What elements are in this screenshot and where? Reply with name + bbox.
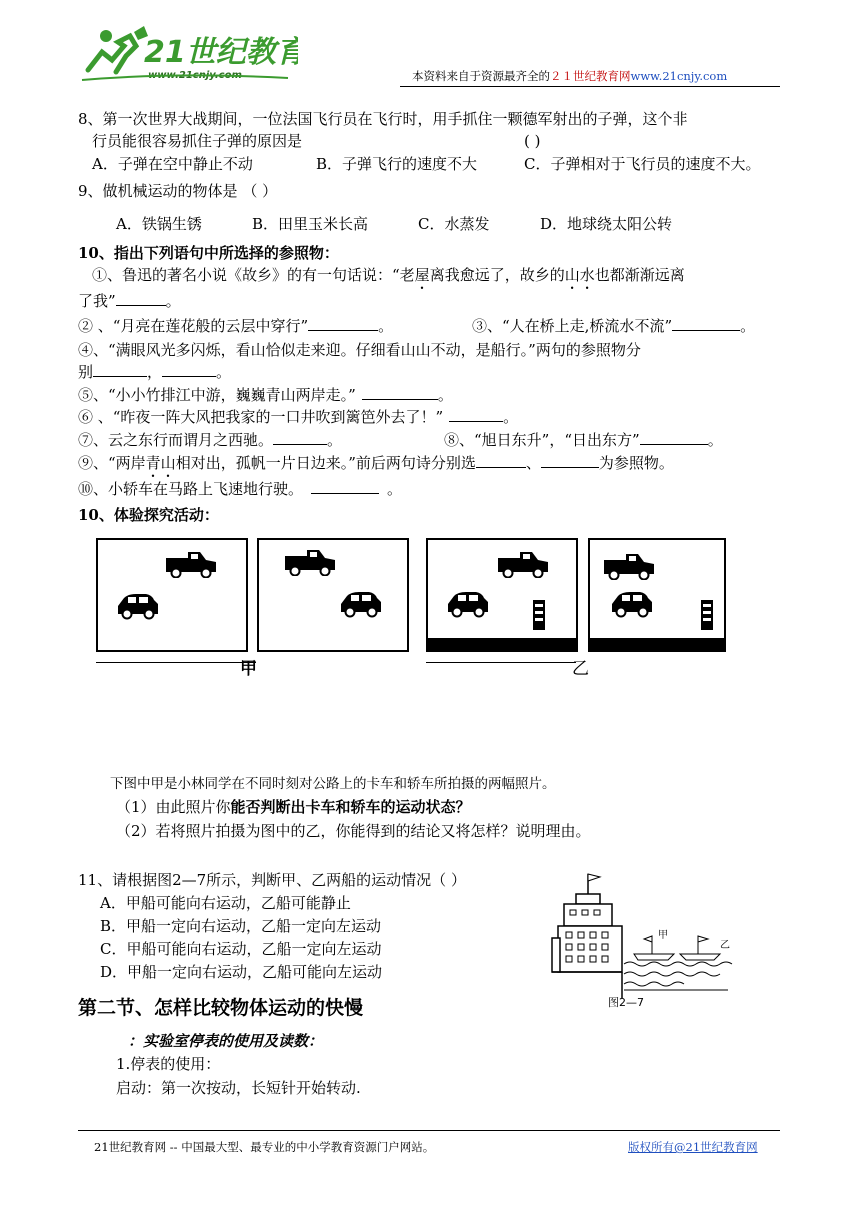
activity-desc: 下图中甲是小林同学在不同时刻对公路上的卡车和轿车所拍摄的两幅照片。 — [110, 776, 556, 792]
q8-line2: 行员能很容易抓住子弹的原因是 — [92, 132, 303, 150]
answer-blank[interactable] — [476, 453, 526, 468]
label-jia-underline — [96, 662, 256, 663]
q10-item1-line2: 了我” 。 — [78, 292, 181, 310]
answer-blank[interactable] — [311, 479, 379, 494]
q10-item2: ② 、“月亮在莲花般的云层中穿行” 。 — [78, 317, 394, 335]
section-title: 第二节、怎样比较物体运动的快慢 — [78, 997, 364, 1019]
q10-item5: ⑤、“小小竹排江中游，巍巍青山两岸走。” 。 — [78, 386, 453, 404]
photo-jia-1 — [96, 538, 248, 652]
answer-blank[interactable] — [162, 362, 216, 377]
svg-text:乙: 乙 — [720, 940, 730, 951]
truck-icon — [164, 548, 218, 578]
q9-option-a[interactable]: A．铁锅生锈 — [116, 215, 202, 233]
photo-yi-2 — [588, 538, 726, 652]
activity-title: 10、体验探究活动： — [78, 506, 219, 524]
q10-item4-line1: ④、“满眼风光多闪烁，看山恰似走来迎。仔细看山山不动，是船行。”两句的参照物分 — [78, 341, 641, 359]
buildings-boats-illustration — [548, 868, 748, 1018]
road-surface — [590, 638, 724, 650]
stopwatch-start: 启动：第一次按动，长短针开始转动. — [116, 1079, 361, 1097]
q9-stem: 9、做机械运动的物体是 （ ） — [78, 182, 278, 200]
truck-icon — [283, 546, 337, 576]
activity-q1: （1）由此照片你能否判断出卡车和轿车的运动状态？ — [116, 798, 471, 816]
truck-icon — [496, 548, 550, 578]
q10-item6: ⑥ 、“昨夜一阵大风把我家的一口井吹到篱笆外去了！” 。 — [78, 408, 519, 426]
truck-icon — [602, 550, 656, 580]
road-sign-icon — [700, 600, 714, 630]
stopwatch-item1: 1.停表的使用： — [116, 1055, 221, 1073]
label-yi-underline — [426, 662, 576, 663]
q11-option-d[interactable]: D．甲船一定向右运动，乙船可能向左运动 — [100, 963, 383, 981]
svg-text:www.21cnjy.com: www.21cnjy.com — [148, 70, 242, 81]
footer-left: 21世纪教育网 -- 中国最大型、最专业的中小学教育资源门户网站。 — [94, 1140, 435, 1154]
car-icon — [610, 590, 654, 618]
answer-blank[interactable] — [541, 453, 599, 468]
header-rule — [400, 86, 780, 87]
site-logo[interactable] — [78, 22, 298, 84]
car-icon — [339, 590, 383, 618]
q10-item1-line1: ①、鲁迅的著名小说《故乡》的有一句话说：“老屋离我愈远了，故乡的山水也都渐渐远离 — [92, 266, 685, 284]
answer-blank[interactable] — [93, 362, 147, 377]
answer-blank[interactable] — [273, 430, 327, 445]
svg-text:21世纪教育: 21世纪教育 — [144, 35, 298, 70]
q10-item9: ⑨、“两岸青山相对出，孤帆一片日边来。”前后两句诗分别选 、 为参照物。 — [78, 454, 674, 472]
road-surface — [428, 638, 576, 650]
label-yi: 乙 — [572, 659, 589, 679]
source-line: 本资料来自于资源最齐全的２１世纪教育网www.21cnjy.com — [412, 69, 728, 83]
q9-option-b[interactable]: B．田里玉米长高 — [252, 215, 369, 233]
q10-item3: ③、“人在桥上走,桥流水不流” 。 — [472, 317, 756, 335]
footer-right[interactable] — [628, 1139, 758, 1155]
q11-option-a[interactable]: A．甲船可能向右运动，乙船可能静止 — [100, 894, 351, 912]
q10-title: 10、指出下列语句中所选择的参照物： — [78, 244, 339, 262]
q8-option-b[interactable]: B．子弹飞行的速度不大 — [316, 155, 478, 173]
q10-item4-line2: 别 ， 。 — [78, 363, 232, 381]
copyright-link[interactable]: 版权所有@21世纪教育网 — [628, 1140, 758, 1154]
q9-option-d[interactable]: D．地球绕太阳公转 — [540, 215, 673, 233]
q8-option-a[interactable]: A．子弹在空中静止不动 — [92, 155, 253, 173]
answer-blank[interactable] — [449, 407, 503, 422]
q11-stem: 11、请根据图2—7所示，判断甲、乙两船的运动情况（ ） — [78, 871, 466, 889]
label-jia: 甲 — [240, 659, 257, 679]
q10-item8: ⑧、“旭日东升”，“日出东方” 。 — [444, 431, 723, 449]
svg-text:甲: 甲 — [658, 930, 668, 941]
footer-rule — [78, 1130, 780, 1131]
photo-jia-2 — [257, 538, 409, 652]
car-icon — [116, 592, 160, 620]
q8-option-c[interactable]: C．子弹相对于飞行员的速度不大。 — [524, 155, 761, 173]
car-icon — [446, 590, 490, 618]
source-site-link[interactable]: ２１世纪教育网 — [550, 69, 631, 83]
section-subtitle: ：实验室停表的使用及读数： — [128, 1032, 324, 1050]
answer-blank[interactable] — [672, 316, 740, 331]
q8-answer-paren[interactable]: ( ) — [524, 132, 541, 150]
activity-q2: （2）若将照片拍摄为图中的乙，你能得到的结论又将怎样？说明理由。 — [116, 822, 591, 840]
q8-line1: 8、第一次世界大战期间，一位法国飞行员在飞行时，用手抓住一颗德军射出的子弹，这个非 — [78, 110, 688, 128]
q11-option-b[interactable]: B．甲船一定向右运动，乙船一定向左运动 — [100, 917, 382, 935]
answer-blank[interactable] — [308, 316, 378, 331]
road-sign-icon — [532, 600, 546, 630]
runner-logo-icon — [78, 22, 298, 84]
figure-2-7 — [548, 868, 748, 1018]
photo-yi-1 — [426, 538, 578, 652]
figure-caption: 图2—7 — [608, 996, 644, 1009]
q10-item7: ⑦、云之东行而谓月之西驰。 。 — [78, 431, 343, 449]
answer-blank[interactable] — [116, 291, 166, 306]
source-url-link[interactable]: www.21cnjy.com — [630, 69, 728, 83]
answer-blank[interactable] — [362, 385, 438, 400]
q10-item10: ⑩、小轿车在马路上飞速地行驶。 。 — [78, 480, 403, 498]
q9-option-c[interactable]: C．水蒸发 — [418, 215, 490, 233]
answer-blank[interactable] — [640, 430, 708, 445]
q11-option-c[interactable]: C．甲船可能向右运动，乙船一定向左运动 — [100, 940, 382, 958]
